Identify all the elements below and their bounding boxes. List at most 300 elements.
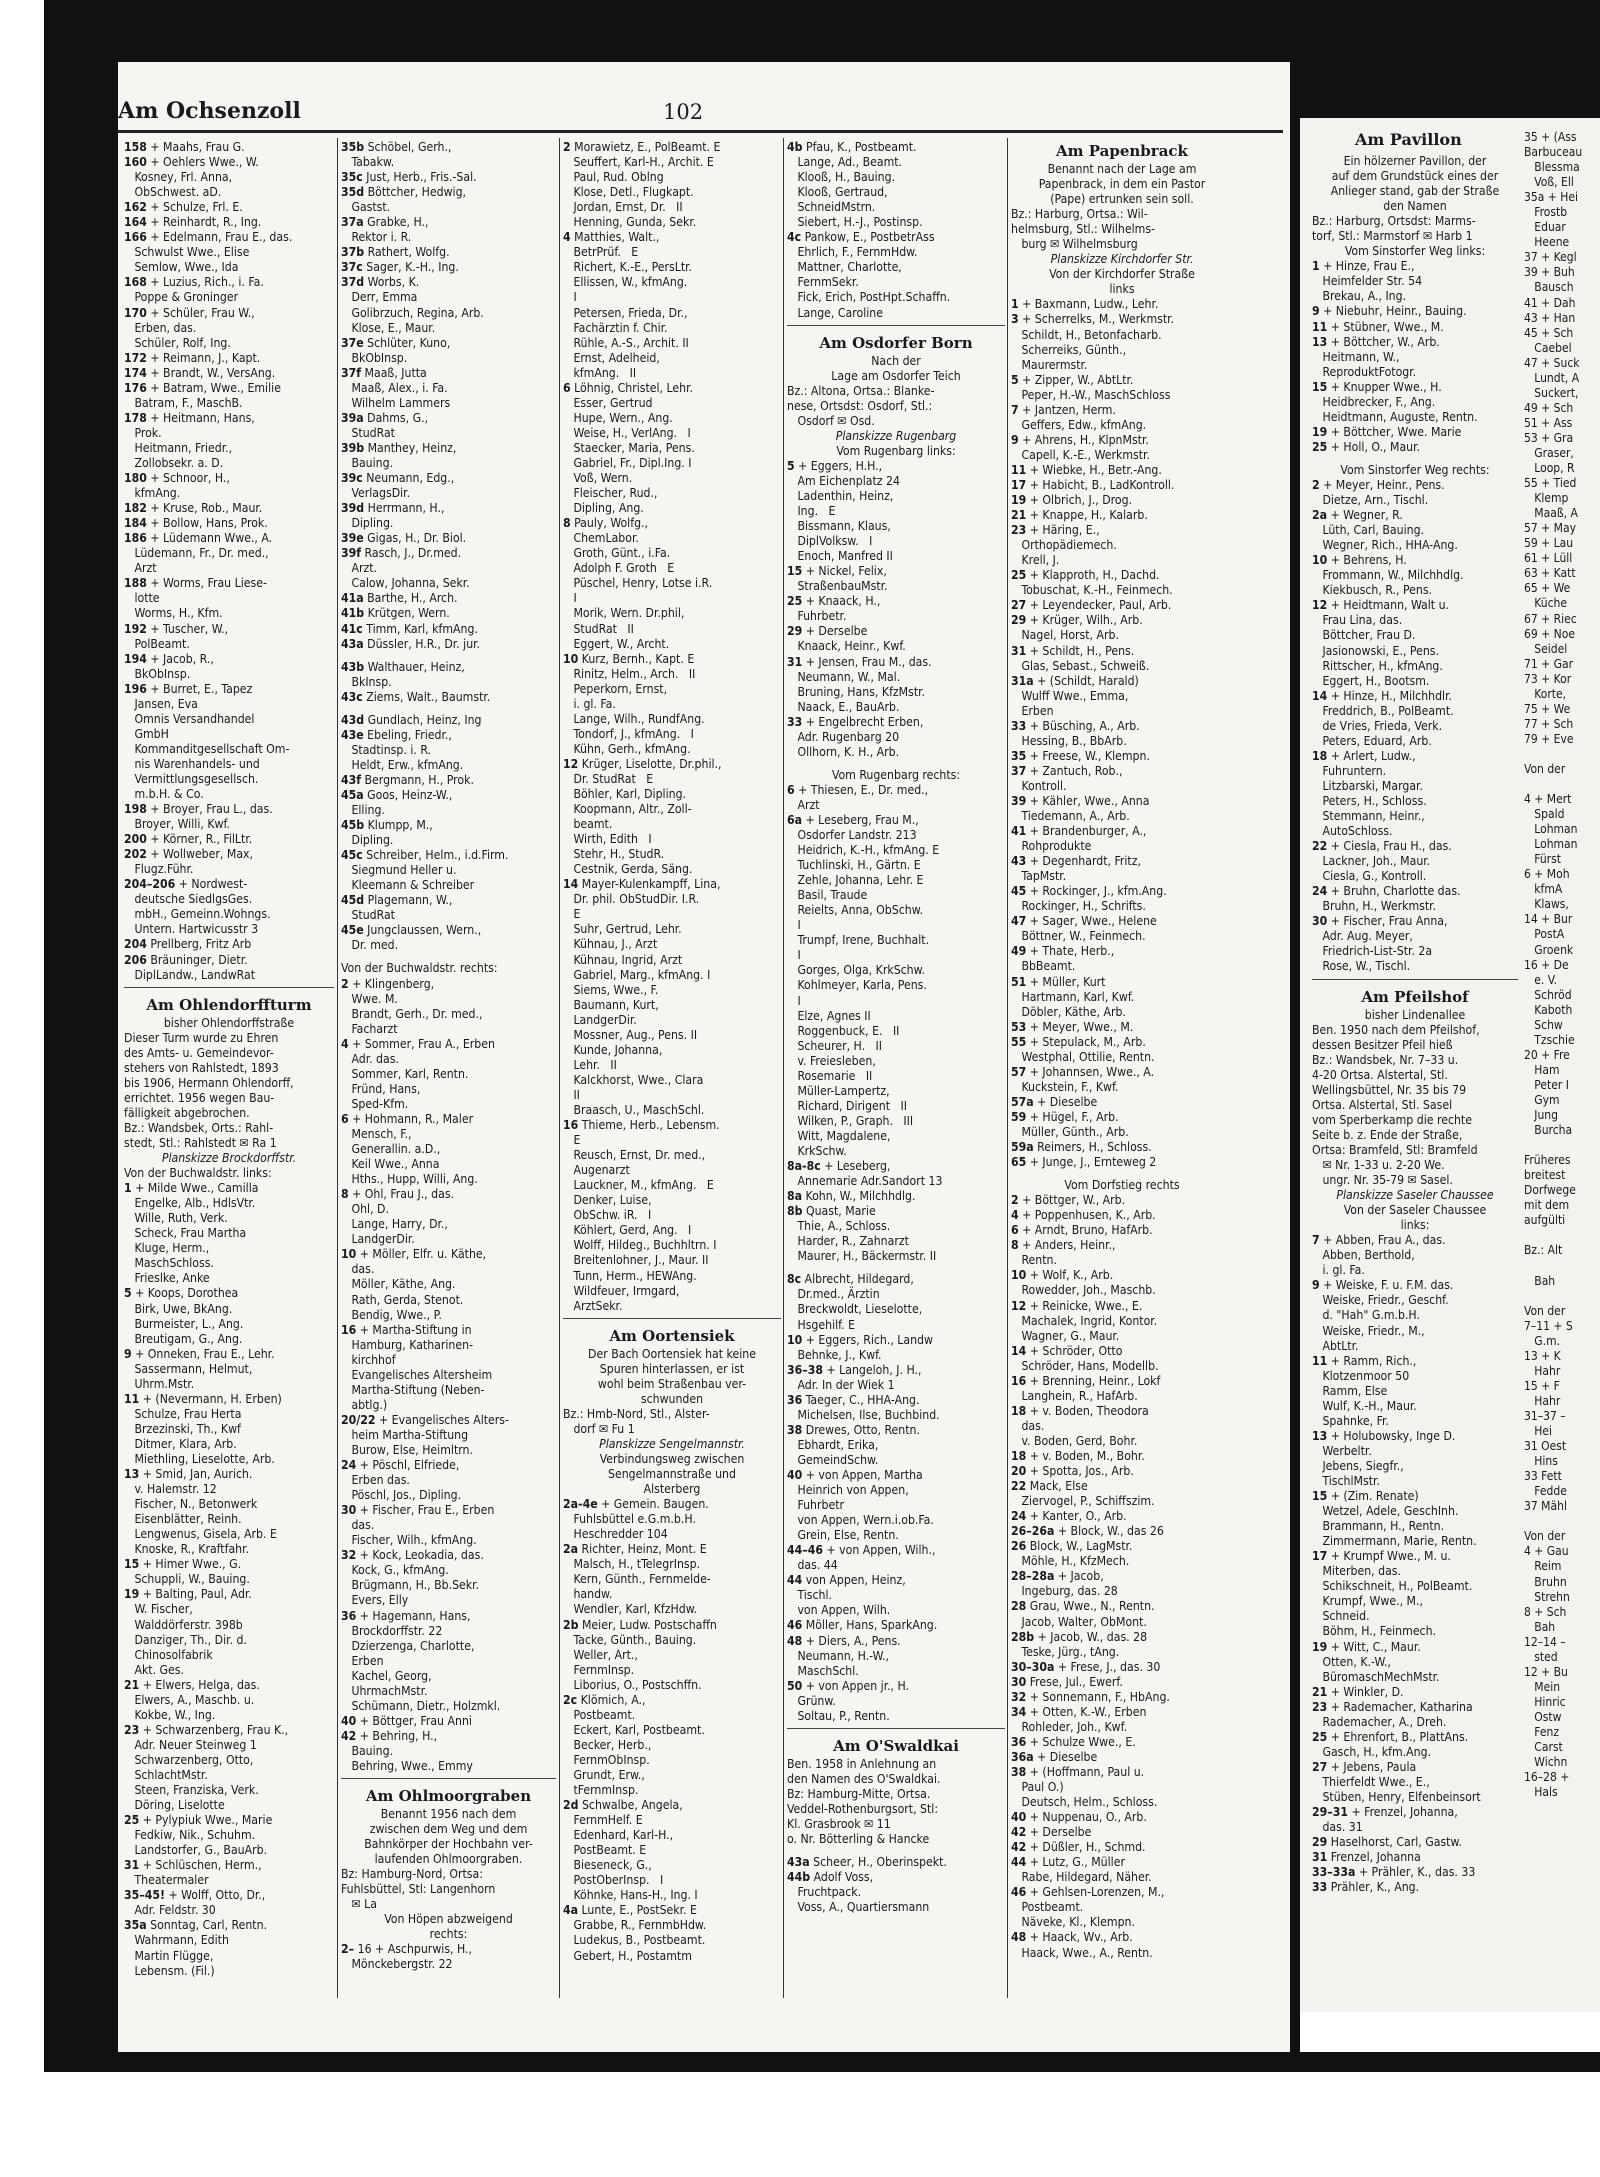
resident-line: BüromaschMechMstr. [1312, 1669, 1440, 1684]
scan-top-edge [118, 0, 1600, 62]
house-number: 11 [1312, 1353, 1328, 1368]
resident-line: Hartmann, Karl, Kwf. [1011, 989, 1135, 1004]
house-number: 14 [1312, 688, 1328, 703]
house-number: 23 [1312, 1699, 1328, 1714]
house-number: 37b [341, 245, 365, 260]
house-entry: 4 + Sommer, Frau A., Erben [341, 1036, 495, 1051]
resident-line: Weiske, Friedr., M., [1312, 1323, 1425, 1338]
resident-line: I [787, 993, 801, 1008]
resident-line: StudRat II [563, 621, 634, 636]
house-number: 31 [1011, 643, 1027, 658]
house-number: 31a [1011, 673, 1034, 688]
house-number: 170 [124, 305, 147, 320]
house-entry: 6 + Hohmann, R., Maler [341, 1111, 474, 1126]
fragment-line: 59 + Lau [1524, 536, 1574, 551]
spacer [341, 705, 556, 713]
resident-line: Hths., Hupp, Willi, Ang. [341, 1172, 478, 1187]
house-number: 32 [341, 1548, 357, 1563]
house-entry: 2 + Klingenberg, [341, 976, 435, 991]
resident-line: Groth, Günt., i.Fa. [563, 546, 671, 561]
resident-line: Kühnau, Ingrid, Arzt [563, 952, 683, 967]
house-number: 34 [1011, 1704, 1027, 1719]
resident-line: Fründ, Hans, [341, 1081, 421, 1096]
fragment-line: 45 + Sch [1524, 325, 1574, 340]
resident-line: Heschredder 104 [563, 1527, 668, 1542]
house-number: 2 [1011, 1193, 1019, 1208]
house-number: 21 [124, 1677, 140, 1692]
fragment-line: Frostb [1524, 205, 1568, 220]
house-number: 10 [341, 1247, 357, 1262]
fragment-line: e. V. [1524, 972, 1558, 987]
house-number: 28b [1011, 1629, 1035, 1644]
house-number: 24 [1312, 884, 1328, 899]
house-number: 21 [1011, 508, 1027, 523]
house-number: 30 [1011, 1674, 1027, 1689]
resident-line: v. Boden, Gerd, Bohr. [1011, 1433, 1138, 1448]
resident-line: Böhm, H., Feinmech. [1312, 1624, 1437, 1639]
house-number: 10 [563, 651, 579, 666]
resident-line: Ziervogel, P., Schiffszim. [1011, 1494, 1155, 1509]
resident-line: Ben. 1950 nach dem Pfeilshof, [1312, 1022, 1480, 1037]
house-number: 31 [787, 654, 803, 669]
street-note: Verbindungsweg zwischen [599, 1451, 745, 1466]
resident-line: Seuffert, Karl-H., Archit. E [563, 155, 714, 170]
resident-line: Adr. Rugenbarg 20 [787, 729, 900, 744]
house-number: 12 [563, 756, 579, 771]
house-number: 12 [1011, 1298, 1027, 1313]
house-entry: 19 + Witt, C., Maur. [1312, 1639, 1421, 1654]
house-entry: 26 Block, W., LagMstr. [1011, 1539, 1133, 1554]
street-note: Vom Dorfstieg rechts [1064, 1178, 1180, 1193]
house-entry: 21 + Knappe, H., Kalarb. [1011, 508, 1148, 523]
resident-line: Heinrich von Appen, [787, 1483, 909, 1498]
street-heading: Am Papenbrack [1056, 142, 1188, 160]
resident-line: Dieser Turm wurde zu Ehren [124, 1030, 279, 1045]
house-entry: 200 + Körner, R., FilLtr. [124, 832, 253, 847]
house-entry: 4a Lunte, E., PostSekr. E [563, 1903, 697, 1918]
house-entry: 11 + Stübner, Wwe., M. [1312, 319, 1444, 334]
resident-line: Fuhlsbüttel e.G.m.b.H. [563, 1512, 696, 1527]
house-entry: 28–28a + Jacob, [1011, 1569, 1104, 1584]
resident-line: Zollobsekr. a. D. [124, 455, 224, 470]
house-number: 25 [1312, 439, 1328, 454]
house-entry: 16 + Brenning, Heinr., Lokf [1011, 1373, 1161, 1388]
resident-line: beamt. [563, 817, 613, 832]
fragment-line: 39 + Buh [1524, 265, 1575, 280]
house-number: 43a [787, 1855, 810, 1870]
fragment-line: 31 Oest [1524, 1439, 1567, 1454]
fragment-line: 75 + We [1524, 701, 1571, 716]
house-entry: 6 + Thiesen, E., Dr. med., [787, 782, 929, 797]
resident-line: Grein, Else, Rentn. [787, 1528, 899, 1543]
next-page-section-title: Am Pavillon [1355, 130, 1462, 149]
resident-line: Orthopädiemech. [1011, 538, 1117, 553]
resident-line: StraßenbauMstr. [787, 579, 888, 594]
section-rule [787, 1728, 1005, 1735]
house-entry: 9 + Onneken, Frau E., Lehr. [124, 1346, 275, 1361]
fragment-line: 14 + Bur [1524, 912, 1573, 927]
resident-line: das. [1011, 1418, 1045, 1433]
resident-line: Frieslke, Anke [124, 1271, 210, 1286]
house-entry: 21 + Winkler, D. [1312, 1684, 1404, 1699]
house-entry: 186 + Lüdemann Wwe., A. [124, 531, 273, 546]
fragment-line: 35 + (Ass [1524, 130, 1577, 144]
house-entry: 206 Bräuninger, Dietr. [124, 952, 248, 967]
house-number: 10 [1011, 1268, 1027, 1283]
resident-line: de Vries, Frieda, Verk. [1312, 718, 1443, 733]
resident-line: Rabe, Hildegard, Näher. [1011, 1870, 1152, 1885]
resident-line: Krell, J. [1011, 553, 1060, 568]
resident-line: Weller, Art., [563, 1647, 638, 1662]
resident-line: Gasch, H., kfm.Ang. [1312, 1744, 1432, 1759]
resident-line: Adr. Neuer Steinweg 1 [124, 1737, 257, 1752]
fragment-line: Ham [1524, 1062, 1560, 1077]
house-entry: 162 + Schulze, Frl. E. [124, 200, 243, 215]
fragment-line: Peter I [1524, 1077, 1569, 1092]
house-entry: 39 + Kähler, Wwe., Anna [1011, 793, 1150, 808]
resident-line: Semlow, Wwe., Ida [124, 260, 239, 275]
resident-line: Arzt. [341, 561, 377, 576]
house-entry: 43b Walthauer, Heinz, [341, 659, 465, 674]
resident-line: Erben [1011, 703, 1054, 718]
house-number: 2a-4e [563, 1497, 598, 1512]
house-entry: 1 + Hinze, Frau E., [1312, 259, 1415, 274]
fragment-line: Strehn [1524, 1589, 1570, 1604]
house-entry: 41a Barthe, H., Arch. [341, 591, 458, 606]
resident-line: heim Martha-Stiftung [341, 1427, 469, 1442]
house-number: 51 [1011, 974, 1027, 989]
resident-line: SchneidMstrn. [787, 200, 876, 215]
resident-line: ungr. Nr. 35-79 ✉ Sasel. [1312, 1173, 1453, 1188]
resident-line: Grünw. [787, 1693, 836, 1708]
house-number: 31 [124, 1858, 140, 1873]
resident-line: Ohl, D. [341, 1202, 389, 1217]
section-rule [563, 1318, 781, 1325]
house-number: 36 [1011, 1734, 1027, 1749]
house-entry: 37f Maaß, Jutta [341, 365, 427, 380]
house-number: 2b [563, 1617, 579, 1632]
resident-line: Sassermann, Helmut, [124, 1361, 253, 1376]
resident-line: Walddörferstr. 398b [124, 1617, 243, 1632]
spacer [1312, 455, 1518, 463]
fragment-line: Schröd [1524, 987, 1572, 1002]
house-number: 37f [341, 365, 362, 380]
house-entry: 19 + Olbrich, J., Drog. [1011, 493, 1133, 508]
house-entry: 48 + Haack, Wv., Arb. [1011, 1930, 1133, 1945]
house-number: 168 [124, 275, 147, 290]
house-number: 38 [787, 1422, 803, 1437]
house-entry: 2– 16 + Aschpurwis, H., [341, 1942, 473, 1957]
running-title: Am Ochsenzoll [118, 98, 301, 124]
resident-line: Lüth, Carl, Bauing. [1312, 523, 1425, 538]
house-number: 200 [124, 832, 147, 847]
house-number: 24 [341, 1458, 357, 1473]
resident-line: v. Freiesleben, [787, 1053, 876, 1068]
resident-line: Adr. Aug. Meyer, [1312, 929, 1413, 944]
house-entry: 22 Mack, Else [1011, 1479, 1088, 1494]
resident-line: deutsche SiedlgsGes. [124, 892, 253, 907]
resident-line: Bz: Hamburg-Nord, Ortsa: [341, 1867, 483, 1882]
fragment-line: 16–28 + [1524, 1770, 1570, 1785]
resident-line: Petersen, Frieda, Dr., [563, 305, 688, 320]
resident-line: Schildt, H., Betonfacharb. [1011, 327, 1162, 342]
resident-line: Schwulst Wwe., Elise [124, 245, 250, 260]
house-entry: 158 + Maahs, Frau G. [124, 140, 245, 154]
fragment-line: Fedde [1524, 1484, 1567, 1499]
resident-line: i. gl. Fa. [1312, 1263, 1365, 1278]
house-number: 28 [1011, 1599, 1027, 1614]
resident-line: das. 44 [787, 1558, 838, 1573]
scan-left-edge [44, 0, 118, 2072]
resident-line: das. [341, 1518, 375, 1533]
resident-line: Gabriel, Marg., kfmAng. I [563, 967, 711, 982]
house-entry: 21 + Elwers, Helga, das. [124, 1677, 260, 1692]
house-number: 48 [1011, 1930, 1027, 1945]
house-number: 6 [1011, 1223, 1019, 1238]
house-entry: 9 + Ahrens, H., KlpnMstr. [1011, 432, 1149, 447]
resident-line: Frau Lina, das. [1312, 613, 1403, 628]
house-number: 8 [1011, 1238, 1019, 1253]
house-number: 15 [787, 564, 803, 579]
resident-line: Esser, Gertrud [563, 395, 653, 410]
street-note: Der Bach Oortensiek hat keine [588, 1346, 756, 1361]
house-entry: 39b Manthey, Heinz, [341, 440, 457, 455]
resident-line: Klose, Detl., Flugkapt. [563, 185, 694, 200]
resident-line: Peper, H.-W., MaschSchloss [1011, 387, 1171, 402]
house-number: 17 [1011, 477, 1027, 492]
resident-line: Fick, Erich, PostHpt.Schaffn. [787, 290, 951, 305]
house-entry: 29–31 + Frenzel, Johanna, [1312, 1805, 1458, 1820]
resident-line: Cestnik, Gerda, Säng. [563, 862, 693, 877]
street-note: Von Höpen abzweigend [384, 1912, 513, 1927]
resident-line: abtlg.) [341, 1397, 388, 1412]
house-number: 3 [1011, 312, 1019, 327]
house-entry: 17 + Krumpf Wwe., M. u. [1312, 1549, 1451, 1564]
resident-line: Fuhrbetr. [787, 609, 847, 624]
house-number: 35c [341, 170, 363, 185]
house-number: 4a [563, 1903, 579, 1918]
house-entry: 11 + (Nevermann, H. Erben) [124, 1391, 282, 1406]
house-number: 30 [341, 1503, 357, 1518]
street-note: Von der Kirchdorfer Straße [1049, 267, 1195, 282]
fragment-line: 63 + Katt [1524, 566, 1576, 581]
house-entry: 43c Ziems, Walt., Baumstr. [341, 689, 491, 704]
resident-line: Denker, Luise, [563, 1193, 652, 1208]
resident-line: stedt, Stl.: Rahlstedt ✉ Ra 1 [124, 1136, 277, 1150]
resident-line: FernmHelf. E [563, 1813, 643, 1828]
resident-line: Ebhardt, Erika, [787, 1437, 879, 1452]
house-number: 8a [787, 1189, 803, 1204]
house-number: 6a [787, 812, 803, 827]
house-entry: 8a-8c + Leseberg, [787, 1159, 891, 1174]
house-number: 5 [124, 1286, 132, 1301]
resident-line: Jordan, Ernst, Dr. II [563, 200, 683, 215]
street-note: zwischen dem Weg und dem [369, 1822, 528, 1837]
resident-line: Peters, H., Schloss. [1312, 793, 1427, 808]
resident-line: Edenhard, Karl-H., [563, 1828, 674, 1843]
street-note: Vom Rugenbarg rechts: [831, 767, 961, 782]
resident-line: ReproduktFotogr. [1312, 364, 1417, 379]
house-number: 178 [124, 410, 147, 425]
resident-line: Kl. Grasbrook ✉ 11 [787, 1816, 891, 1831]
fragment-line [1524, 1138, 1582, 1153]
house-number: 46 [787, 1618, 803, 1633]
resident-line: Langhein, R., HafArb. [1011, 1388, 1138, 1403]
resident-line: Lebensm. (Fil.) [124, 1963, 215, 1978]
resident-line: UhrmachMstr. [341, 1683, 428, 1698]
resident-line: Adr. das. [341, 1051, 399, 1066]
resident-line: Friedrich-List-Str. 2a [1312, 944, 1433, 959]
house-number: 22 [1011, 1479, 1027, 1494]
house-entry: 10 + Behrens, H. [1312, 553, 1407, 568]
resident-line: Teske, Jürg., tAng. [1011, 1644, 1120, 1659]
resident-line: Siegmund Heller u. [341, 863, 457, 878]
house-entry: 204–206 + Nordwest- [124, 877, 248, 892]
resident-line: stehers von Rahlstedt, 1893 [124, 1060, 279, 1075]
house-entry: 8 + Anders, Heinr., [1011, 1238, 1116, 1253]
house-entry: 44 von Appen, Heinz, [787, 1573, 906, 1588]
house-number: 23 [1011, 523, 1027, 538]
house-entry: 29 + Derselbe [787, 624, 868, 639]
house-number: 18 [1011, 1403, 1027, 1418]
resident-line: Ortsa: Bramfeld, Stl: Bramfeld [1312, 1142, 1478, 1157]
resident-line: Elwers, A., Maschb. u. [124, 1692, 255, 1707]
house-entry: 13 + Smid, Jan, Aurich. [124, 1467, 253, 1482]
resident-line: FernmSekr. [787, 275, 859, 290]
resident-line: AbtLtr. [1312, 1338, 1359, 1353]
fragment-line: Spald [1524, 807, 1565, 822]
house-number: 7 [1011, 402, 1019, 417]
resident-line: Dr.med., Ärztin [787, 1287, 880, 1302]
house-number: 43e [341, 727, 364, 742]
house-entry: 37c Sager, K.-H., Ing. [341, 260, 459, 275]
house-number: 49 [1011, 944, 1027, 959]
resident-line: Schikschneit, H., PolBeamt. [1312, 1579, 1473, 1594]
resident-line: Akt. Ges. [124, 1662, 184, 1677]
house-entry: 57 + Johannsen, Wwe., A. [1011, 1064, 1155, 1079]
resident-line: Bz.: Hmb-Nord, Stl., Alster- [563, 1406, 710, 1421]
street-note: Lage am Osdorfer Teich [831, 368, 961, 383]
house-entry: 42 + Behring, H., [341, 1728, 438, 1743]
resident-line: Keil Wwe., Anna [341, 1157, 440, 1172]
fragment-line: Graser, [1524, 445, 1574, 460]
house-entry: 172 + Reimann, J., Kapt. [124, 350, 261, 365]
resident-line: Ollhorn, K. H., Arb. [787, 744, 900, 759]
resident-line: Wahrmann, Edith [124, 1933, 229, 1948]
house-number: 19 [1011, 493, 1027, 508]
house-entry: 2c Klömich, A., [563, 1692, 646, 1707]
resident-line: Rohleder, Joh., Kwf. [1011, 1719, 1128, 1734]
resident-line: Lüdemann, Fr., Dr. med., [124, 546, 269, 561]
resident-line: Dr. StudRat E [563, 771, 654, 786]
resident-line: Döbler, Käthe, Arb. [1011, 1004, 1126, 1019]
house-entry: 31 Frenzel, Johanna [1312, 1850, 1421, 1865]
street-heading: Am Ohlendorffturm [146, 995, 312, 1014]
resident-line: Reusch, Ernst, Dr. med., [563, 1148, 706, 1163]
resident-line: Machalek, Ingrid, Kontor. [1011, 1313, 1158, 1328]
house-number: 6 [341, 1111, 349, 1126]
house-entry: 2d Schwalbe, Angela, [563, 1798, 683, 1813]
resident-line: kfmAng. II [563, 365, 637, 380]
resident-line: ChemLabor. [563, 531, 639, 546]
resident-line: BkInsp. [341, 674, 392, 689]
resident-line: Soltau, P., Rentn. [787, 1708, 890, 1723]
house-entry: 6a + Leseberg, Frau M., [787, 812, 919, 827]
page-number: 102 [663, 100, 704, 124]
street-note: Sengelmannstraße und [608, 1467, 736, 1482]
resident-line: Untern. Hartwicusstr 3 [124, 922, 259, 937]
house-number: 27 [1011, 598, 1027, 613]
house-number: 40 [787, 1467, 803, 1482]
fragment-line: Lundt, A [1524, 370, 1580, 385]
resident-line: Naack, E., BauArb. [787, 699, 900, 714]
house-entry: 25 + Pylypiuk Wwe., Marie [124, 1813, 273, 1828]
house-entry: 10 + Wolf, K., Arb. [1011, 1268, 1114, 1283]
resident-line: torf, Stl.: Marmstorf ✉ Harb 1 [1312, 229, 1473, 244]
house-entry: 10 + Eggers, Rich., Landw [787, 1332, 933, 1347]
resident-line: I [787, 918, 801, 933]
street-heading: Am Pfeilshof [1361, 987, 1469, 1006]
house-entry: 40 + Nuppenau, O., Arb. [1011, 1810, 1147, 1825]
fragment-line: Klaws, [1524, 897, 1569, 912]
house-entry: 3 + Scherrelks, M., Werkmstr. [1011, 312, 1175, 327]
fragment-line: Früheres [1524, 1153, 1571, 1168]
spacer [787, 760, 1005, 768]
resident-line: Schüler, Rolf, Ing. [124, 335, 231, 350]
house-number: 47 [1011, 914, 1027, 929]
fragment-line: PostA [1524, 927, 1565, 942]
fragment-line: Blessma [1524, 160, 1580, 175]
house-number: 4 [1011, 1208, 1019, 1223]
resident-line: das. 31 [1312, 1820, 1363, 1835]
resident-line: Kommanditgesellschaft Om- [124, 741, 290, 756]
fragment-line: Burcha [1524, 1123, 1573, 1138]
resident-line: vom Sperberkamp die rechte [1312, 1112, 1472, 1127]
resident-line: LandgerDir. [563, 1012, 637, 1027]
resident-line: Tunn, Herm., HEWAng. [563, 1268, 697, 1283]
resident-line: Stehr, H., StudR. [563, 847, 665, 862]
house-entry: 36 + Schulze Wwe., E. [1011, 1734, 1136, 1749]
resident-line: Facharzt [341, 1021, 398, 1036]
resident-line: Wille, Ruth, Verk. [124, 1211, 228, 1226]
house-number: 43c [341, 689, 363, 704]
house-number: 32 [1011, 1689, 1027, 1704]
house-number: 41c [341, 621, 363, 636]
house-number: 2– [341, 1942, 355, 1957]
street-note: (Pape) ertrunken sein soll. [1050, 192, 1194, 207]
house-number: 18 [1312, 748, 1328, 763]
resident-line: Kern, Günth., Fernmelde- [563, 1572, 711, 1587]
house-entry: 14 Mayer-Kulenkampff, Lina, [563, 877, 721, 892]
house-entry: 29 Haselhorst, Carl, Gastw. [1312, 1835, 1462, 1850]
fragment-line: 13 + K [1524, 1348, 1561, 1363]
house-number: 10 [787, 1332, 803, 1347]
resident-line: Fleischer, Rud., [563, 486, 658, 501]
resident-line: Scheurer, H. II [787, 1038, 882, 1053]
fragment-line: Loop, R [1524, 461, 1575, 476]
house-entry: 198 + Broyer, Frau L., das. [124, 802, 273, 817]
resident-line: Fedkiw, Nik., Schuhm. [124, 1828, 256, 1843]
house-entry: 40 + Böttger, Frau Anni [341, 1713, 472, 1728]
fragment-line: Maaß, A [1524, 506, 1578, 521]
house-entry: 5 + Eggers, H.H., [787, 458, 883, 473]
resident-line: Enoch, Manfred II [787, 549, 893, 564]
fragment-line: 77 + Sch [1524, 716, 1574, 731]
resident-line: Breitenlohner, J., Maur. II [563, 1253, 709, 1268]
resident-line: Mensch, F., [341, 1127, 412, 1141]
resident-line: Elze, Agnes II [787, 1008, 871, 1023]
house-entry: 47 + Sager, Wwe., Helene [1011, 914, 1157, 929]
